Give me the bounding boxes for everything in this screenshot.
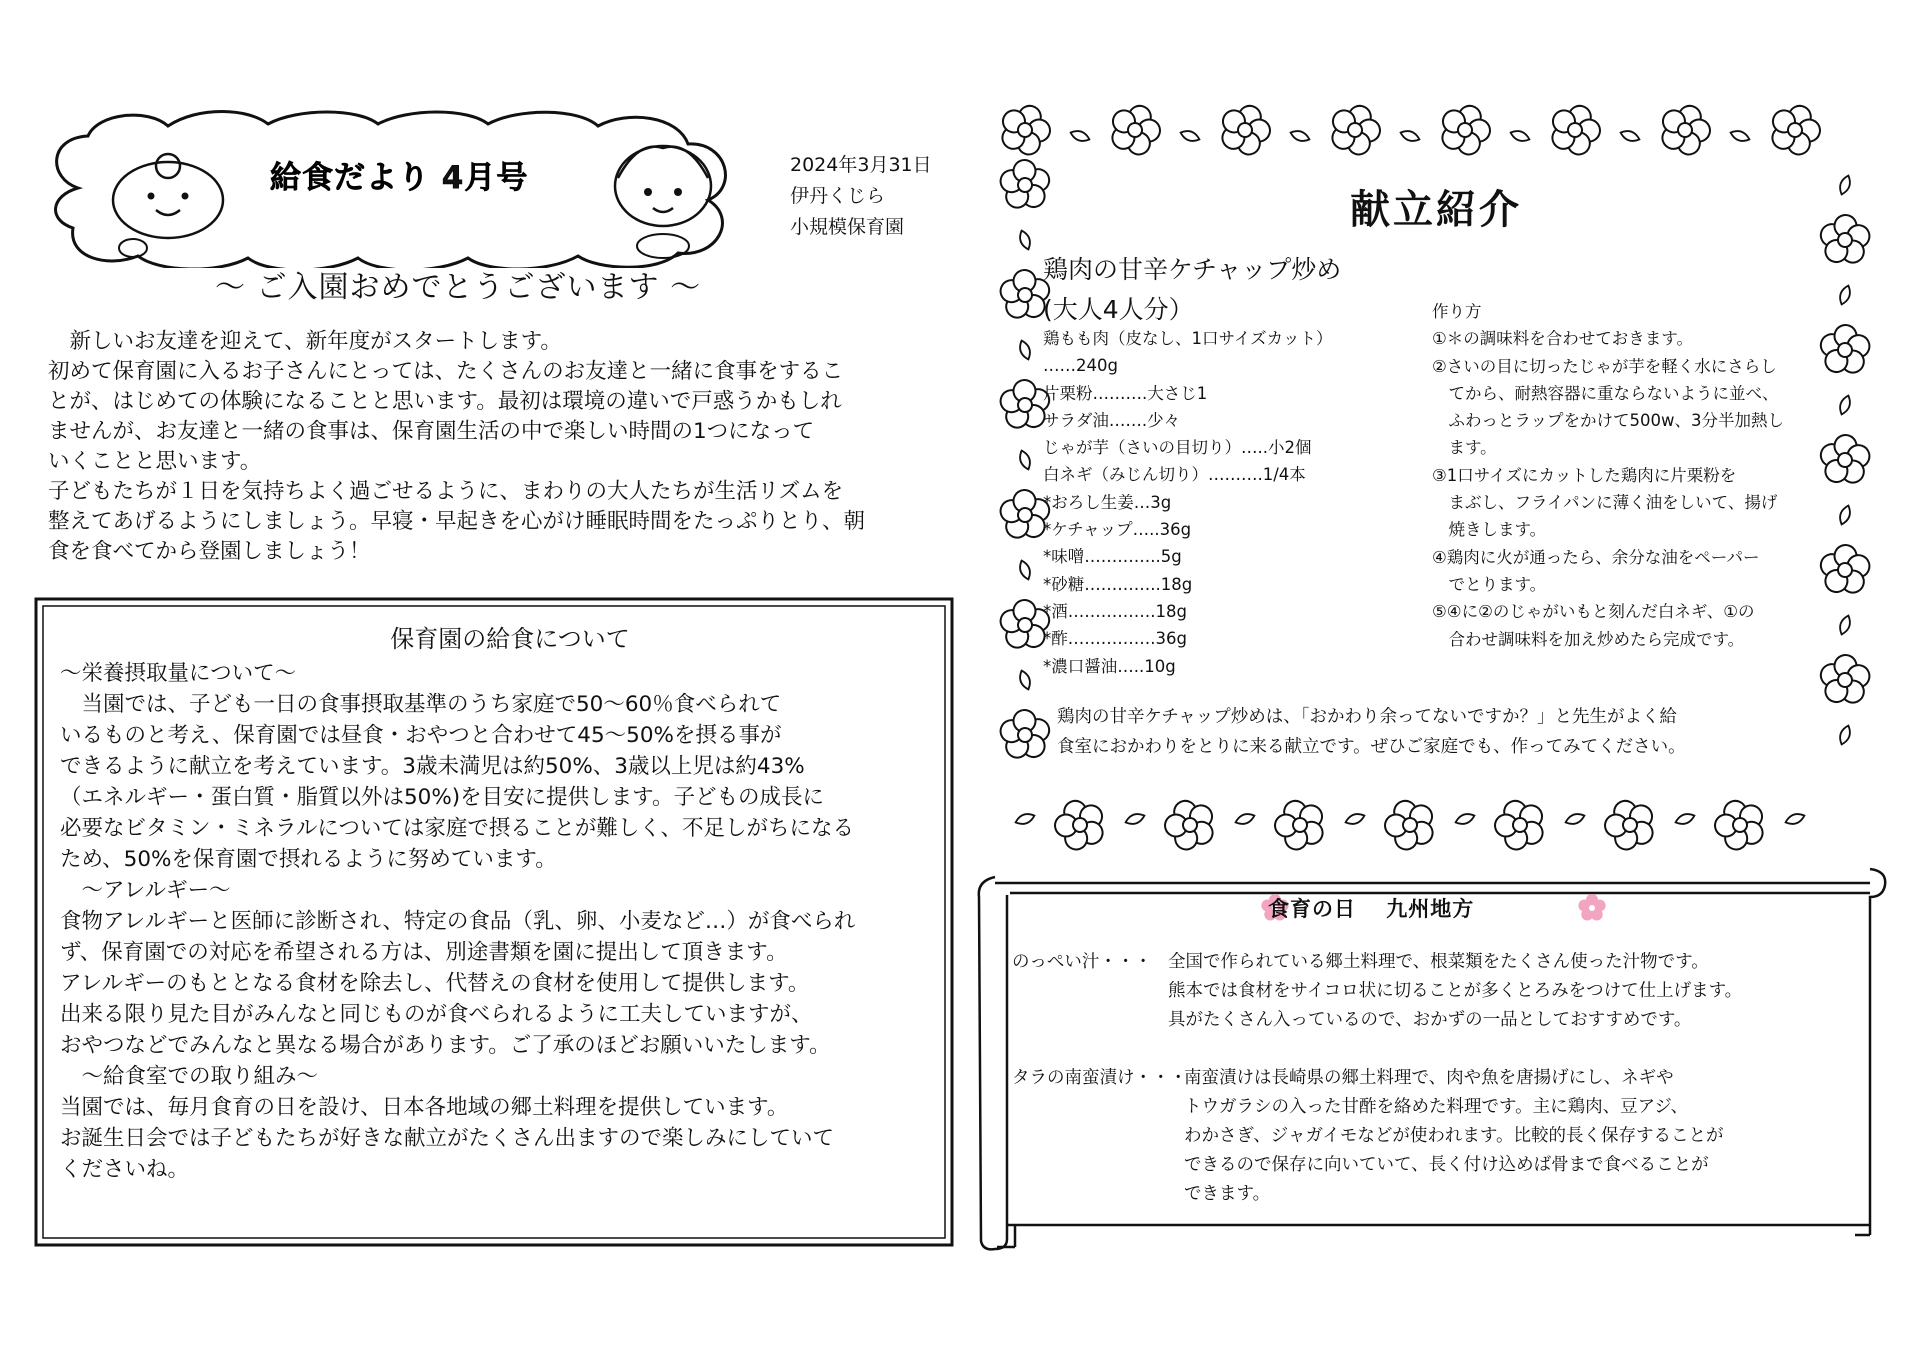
leaf-icon: [1289, 128, 1311, 143]
flower-icon: [1709, 793, 1771, 854]
ingredient-item: *酢…………….36g: [1043, 629, 1187, 649]
ingredient-item: *味噌…………..5g: [1043, 547, 1182, 567]
leaf-icon: [1837, 504, 1852, 526]
menu-note-line: 食室におかわりをとりに来る献立です。ぜひご家庭でも、作ってみてください。: [1057, 737, 1686, 757]
lunch-info-line: できるように献立を考えています。3歳未満児は約50%、3歳以上児は約43%: [60, 754, 805, 779]
leaf-icon: [1399, 128, 1421, 143]
leaf-icon: [1017, 229, 1032, 251]
ingredient-item: *砂糖…………..18g: [1043, 574, 1193, 594]
lunch-info-line: 必要なビタミン・ミネラルについては家庭で摂ることが難しく、不足しがちになる: [60, 816, 854, 841]
ingredient-item: 片栗粉……….大さじ1: [1043, 383, 1208, 403]
dish-label-noppei: のっぺい汁・・・: [1012, 952, 1152, 972]
flower-icon: [1049, 793, 1111, 854]
recipe-step: ②さいの目に切ったじゃが芋を軽く水にさらし: [1432, 356, 1777, 376]
intro-line: 食を食べてから登園しましょう！: [48, 539, 371, 564]
leaf-icon: [1454, 811, 1476, 826]
recipe-step: ⑤④に②のじゃがいもと刻んだ白ネギ、①の: [1432, 602, 1755, 622]
flower-icon: [996, 154, 1057, 216]
recipe-step: 合わせ調味料を加え炒めたら完成です。: [1432, 629, 1745, 649]
dish-desc-line: 南蛮漬けは長崎県の郷土料理で、肉や魚を唐揚げにし、ネギや: [1184, 1068, 1674, 1088]
lunch-info-line: ため、50%を保育園で摂れるように努めています。: [60, 847, 557, 872]
intro-line: 整えてあげるようにしましょう。早寝・早起きを心がけ睡眠時間をたっぷりとり、朝: [48, 509, 866, 534]
ingredient-item: *濃口醤油…..10g: [1043, 656, 1176, 676]
leaf-icon: [1619, 128, 1641, 143]
recipe-step: ふわっとラップをかけて500w、3分半加熱し: [1432, 411, 1784, 431]
flower-icon: [1379, 793, 1441, 854]
flower-icon: [996, 704, 1057, 766]
intro-line: 子どもたちが１日を気持ちよく過ごせるように、まわりの大人たちが生活リズムを: [48, 479, 844, 504]
flower-icon: [1813, 209, 1874, 271]
dish-label-nanban: タラの南蛮漬け・・・: [1012, 1068, 1187, 1088]
leaf-icon: [1179, 128, 1201, 143]
flower-icon: [1325, 98, 1387, 159]
leaf-icon: [1784, 811, 1806, 826]
sakura-icon: [1578, 894, 1605, 921]
recipe-step: まぶし、フライパンに薄く油をしいて、揚げ: [1432, 493, 1778, 513]
flower-icon: [1215, 98, 1277, 159]
dish-desc-line: 熊本では食材をサイコロ状に切ることが多くとろみをつけて仕上げます。: [1168, 981, 1743, 1001]
servings: (大人4人分）: [1043, 295, 1194, 324]
leaf-icon: [1017, 559, 1032, 581]
recipe-step: 焼きします。: [1432, 520, 1547, 540]
lunch-info-line: 当園では、毎月食育の日を設け、日本各地域の郷土料理を提供しています。: [60, 1095, 789, 1120]
shokuiku-title: 食育の日 九州地方: [1268, 897, 1475, 921]
recipe-step: ①＊の調味料を合わせておきます。: [1432, 329, 1693, 349]
flower-icon: [1813, 649, 1874, 711]
mascot-right-icon: [615, 146, 711, 258]
ingredient-item: じゃが芋（さいの目切り）…..小2個: [1043, 438, 1312, 458]
ingredient-item: *おろし生姜…3g: [1043, 492, 1172, 512]
flower-icon: [1269, 793, 1331, 854]
intro-line: 新しいお友達を迎えて、新年度がスタートします。: [48, 329, 562, 354]
dish-desc-line: トウガラシの入った甘酢を絡めた料理です。主に鶏肉、豆アジ、: [1184, 1097, 1688, 1117]
ingredient-item: 白ネギ（みじん切り）……….1/4本: [1043, 465, 1306, 485]
lunch-info-line: 出来る限り見た目がみんなと同じものが食べられるように工夫していますが、: [60, 1002, 813, 1027]
dish-desc-line: 具がたくさん入っているので、おかずの一品としておすすめです。: [1168, 1010, 1692, 1030]
flower-icon: [1435, 98, 1497, 159]
ingredient-item: *ケチャップ…..36g: [1043, 520, 1192, 540]
flower-icon: [995, 98, 1057, 159]
intro-line: いくことと思います。: [48, 449, 262, 474]
lunch-info-line: おやつなどでみんなと異なる場合があります。ご了承のほどお願いいたします。: [60, 1033, 831, 1058]
recipe-step: ます。: [1432, 438, 1497, 458]
mascot-left-icon: [113, 154, 223, 257]
flower-icon: [1655, 98, 1717, 159]
lunch-info-line: アレルギーのもととなる食材を除去し、代替えの食材を使用して提供します。: [60, 971, 810, 996]
flower-icon: [1599, 793, 1661, 854]
intro-paragraph: [48, 327, 938, 567]
lunch-info-line: くださいね。: [60, 1157, 190, 1182]
leaf-icon: [1564, 811, 1586, 826]
lunch-info-line: ず、保育園での対応を希望される方は、別途書類を園に提出して頂きます。: [60, 940, 788, 965]
recipe-step: 作り方: [1432, 302, 1482, 321]
menu-note: [1057, 702, 1686, 762]
leaf-icon: [1017, 449, 1032, 471]
ingredient-item: 鶏もも肉（皮なし、1口サイズカット）: [1043, 329, 1333, 348]
dish-name: 鶏肉の甘辛ケチャップ炒め: [1043, 255, 1342, 284]
dish-desc-line: 全国で作られている郷土料理で、根菜類をたくさん使った汁物です。: [1168, 952, 1709, 972]
leaf-icon: [1234, 811, 1256, 826]
menu-title: 献立紹介: [1350, 187, 1522, 233]
leaf-icon: [1837, 174, 1852, 196]
menu-note-line: 鶏肉の甘辛ケチャップ炒めは、「おかわり余ってないですか？」と先生がよく給: [1057, 707, 1678, 727]
lunch-info-line: ～アレルギー～: [60, 878, 231, 903]
recipe-step: てから、耐熱容器に重ならないように並べ、: [1432, 383, 1779, 403]
ingredient-item: *酒…………….18g: [1043, 601, 1187, 621]
lunch-info-line: お誕生日会では子どもたちが好きな献立がたくさん出ますので楽しみにしていて: [60, 1126, 835, 1151]
lunch-info-line: 当園では、子ども一日の食事摂取基準のうち家庭で50～60％食べられて: [60, 692, 782, 717]
leaf-icon: [1014, 811, 1036, 826]
leaf-icon: [1344, 811, 1366, 826]
flower-icon: [1159, 793, 1221, 854]
lunch-info-line: ～栄養摂取量について～: [60, 661, 297, 686]
lunch-info-title: 保育園の給食について: [390, 625, 630, 653]
leaf-icon: [1837, 614, 1852, 636]
leaf-icon: [1837, 284, 1852, 306]
flower-icon: [1489, 793, 1551, 854]
intro-line: ませんが、お友達と一緒の食事は、保育園生活の中で楽しい時間の1つになって: [48, 419, 815, 444]
leaf-icon: [1837, 724, 1852, 746]
lunch-info-line: （エネルギー・蛋白質・脂質以外は50%)を目安に提供します。子どもの成長に: [60, 785, 824, 810]
leaf-icon: [1124, 811, 1146, 826]
flower-icon: [1545, 98, 1607, 159]
greeting-heading: ～ ご入園おめでとうございます ～: [215, 270, 702, 305]
recipe-step: ③1口サイズにカットした鶏肉に片栗粉を: [1432, 465, 1737, 485]
intro-line: とが、はじめての体験になることと思います。最初は環境の違いで戸惑うかもしれ: [48, 389, 842, 414]
publisher-org: 小規模保育園: [790, 216, 905, 238]
flower-icon: [1813, 319, 1874, 381]
leaf-icon: [1837, 394, 1852, 416]
dish-desc-line: できます。: [1184, 1184, 1271, 1204]
publisher-name: 伊丹くじら: [790, 185, 886, 207]
lunch-info-line: ～給食室での取り組み～: [60, 1064, 319, 1089]
flower-icon: [1105, 98, 1167, 159]
newsletter-title: 給食だより 4月号: [270, 160, 529, 196]
recipe-steps: [1432, 298, 1784, 653]
ingredient-list: [1043, 325, 1333, 680]
leaf-icon: [1069, 128, 1091, 143]
dish-desc-line: できるので保存に向いていて、長く付け込めば骨まで食べることが: [1184, 1155, 1709, 1175]
flower-icon: [1765, 98, 1827, 159]
leaf-icon: [1017, 339, 1032, 361]
leaf-icon: [1674, 811, 1696, 826]
recipe-step: でとります。: [1432, 574, 1547, 594]
ingredient-item: サラダ油…….少々: [1043, 410, 1181, 430]
publish-date: 2024年3月31日: [790, 154, 932, 176]
flower-icon: [1813, 539, 1874, 601]
lunch-info-line: いるものと考え、保育園では昼食・おやつと合わせて45～50%を摂る事が: [60, 723, 782, 748]
leaf-icon: [1509, 128, 1531, 143]
lunch-info-line: 食物アレルギーと医師に診断され、特定の食品（乳、卵、小麦など…）が食べられ: [60, 909, 856, 934]
intro-line: 初めて保育園に入るお子さんにとっては、たくさんのお友達と一緒に食事をするこ: [48, 359, 844, 384]
ingredient-item: ……240g: [1043, 356, 1118, 376]
recipe-step: ④鶏肉に火が通ったら、余分な油をペーパー: [1432, 547, 1760, 567]
leaf-icon: [1729, 128, 1751, 143]
leaf-icon: [1017, 669, 1032, 691]
dish-desc-line: わかさぎ、ジャガイモなどが使われます。比較的長く保存することが: [1184, 1126, 1724, 1146]
flower-icon: [1813, 429, 1874, 491]
